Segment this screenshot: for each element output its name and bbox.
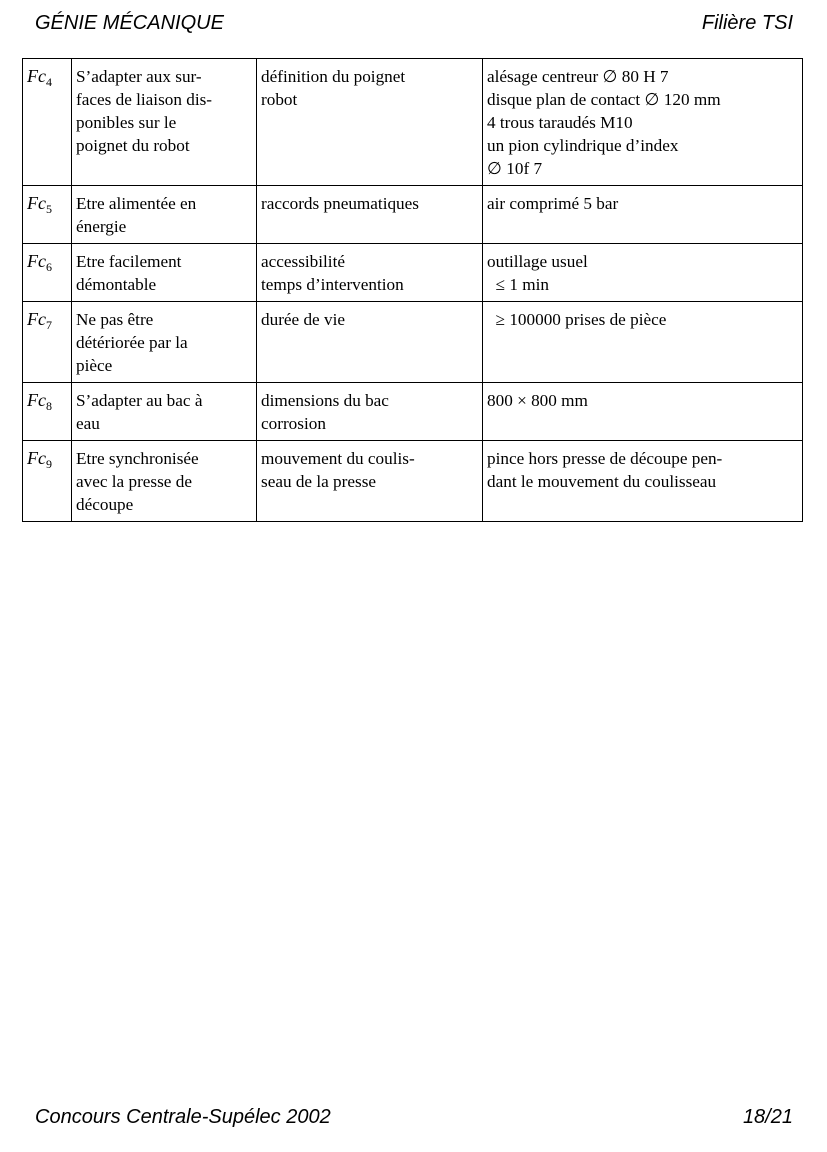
- level-cell: [483, 244, 803, 302]
- table-row: [23, 244, 803, 302]
- function-id-cell: [23, 186, 72, 244]
- criteria-cell: [257, 244, 483, 302]
- criteria-text-line: corrosion: [261, 414, 326, 433]
- footer-contest-name: Concours Centrale-Supélec 2002: [35, 1106, 331, 1128]
- table-row: [23, 302, 803, 383]
- level-text-line: pince hors presse de découpe pen-: [487, 449, 723, 468]
- function-cell: [72, 302, 257, 383]
- level-cell: [483, 59, 803, 186]
- criteria-cell: [257, 383, 483, 441]
- criteria-text-line: définition du poignet: [261, 67, 406, 86]
- function-text-line: Etre alimentée en: [76, 194, 197, 213]
- function-cell: [72, 186, 257, 244]
- function-text-line: Etre facilement: [76, 252, 182, 271]
- page-number: 18/21: [742, 1106, 793, 1128]
- function-text-line: S’adapter au bac à: [76, 391, 203, 410]
- criteria-text-line: seau de la presse: [261, 472, 377, 491]
- level-text-line: ≥ 100000 prises de pièce: [487, 310, 667, 329]
- function-id-cell: [23, 383, 72, 441]
- function-id-subscript: 5: [45, 202, 52, 216]
- level-text-line: un pion cylindrique d’index: [487, 136, 679, 155]
- criteria-cell: [257, 186, 483, 244]
- table-row: [23, 441, 803, 522]
- level-text-line: disque plan de contact ∅ 120 mm: [487, 90, 721, 109]
- criteria-cell: [257, 441, 483, 522]
- function-id-subscript: 6: [45, 260, 52, 274]
- function-id-base: Fc: [27, 390, 46, 410]
- function-text-line: eau: [76, 414, 100, 433]
- header-right-title: Filière TSI: [701, 12, 793, 34]
- function-id-base: Fc: [27, 193, 46, 213]
- criteria-text-line: robot: [261, 90, 298, 109]
- level-cell: [483, 383, 803, 441]
- function-text-line: Etre synchronisée: [76, 449, 199, 468]
- level-cell: [483, 302, 803, 383]
- level-text-line: ∅ 10f 7: [487, 159, 543, 178]
- criteria-text-line: temps d’intervention: [261, 275, 404, 294]
- table-row: [23, 186, 803, 244]
- function-id-base: Fc: [27, 309, 46, 329]
- function-id-subscript: 8: [45, 399, 52, 413]
- function-id-subscript: 4: [45, 75, 52, 89]
- criteria-text-line: accessibilité: [261, 252, 345, 271]
- criteria-text-line: durée de vie: [261, 310, 345, 329]
- function-id-subscript: 9: [45, 457, 52, 471]
- level-text-line: 800 × 800 mm: [487, 391, 588, 410]
- function-text-line: S’adapter aux sur-: [76, 67, 202, 86]
- function-text-line: poignet du robot: [76, 136, 190, 155]
- function-text-line: pièce: [76, 356, 113, 375]
- function-id-base: Fc: [27, 66, 46, 86]
- criteria-text-line: mouvement du coulis-: [261, 449, 415, 468]
- level-text-line: ≤ 1 min: [487, 275, 549, 294]
- level-cell: [483, 186, 803, 244]
- function-text-line: ponibles sur le: [76, 113, 177, 132]
- function-id-cell: [23, 244, 72, 302]
- function-criteria-table: [22, 58, 803, 522]
- criteria-cell: [257, 59, 483, 186]
- function-cell: [72, 383, 257, 441]
- function-id-base: Fc: [27, 448, 46, 468]
- level-text-line: outillage usuel: [487, 252, 588, 271]
- function-id-cell: [23, 441, 72, 522]
- level-text-line: alésage centreur ∅ 80 H 7: [487, 67, 669, 86]
- function-cell: [72, 244, 257, 302]
- function-id-base: Fc: [27, 251, 46, 271]
- level-text-line: air comprimé 5 bar: [487, 194, 619, 213]
- criteria-text-line: dimensions du bac: [261, 391, 389, 410]
- table-row: [23, 59, 803, 186]
- function-text-line: avec la presse de: [76, 472, 192, 491]
- function-text-line: découpe: [76, 495, 134, 514]
- function-text-line: démontable: [76, 275, 157, 294]
- function-text-line: énergie: [76, 217, 127, 236]
- criteria-text-line: raccords pneumatiques: [261, 194, 419, 213]
- function-text-line: faces de liaison dis-: [76, 90, 213, 109]
- criteria-cell: [257, 302, 483, 383]
- table-row: [23, 383, 803, 441]
- function-text-line: Ne pas être: [76, 310, 154, 329]
- header-left-title: GÉNIE MÉCANIQUE: [35, 12, 224, 34]
- function-cell: [72, 441, 257, 522]
- table-body: [23, 59, 803, 522]
- level-cell: [483, 441, 803, 522]
- function-id-cell: [23, 59, 72, 186]
- function-id-subscript: 7: [45, 318, 52, 332]
- level-text-line: dant le mouvement du coulisseau: [487, 472, 717, 491]
- level-text-line: 4 trous taraudés M10: [487, 113, 633, 132]
- function-cell: [72, 59, 257, 186]
- function-text-line: détériorée par la: [76, 333, 188, 352]
- function-id-cell: [23, 302, 72, 383]
